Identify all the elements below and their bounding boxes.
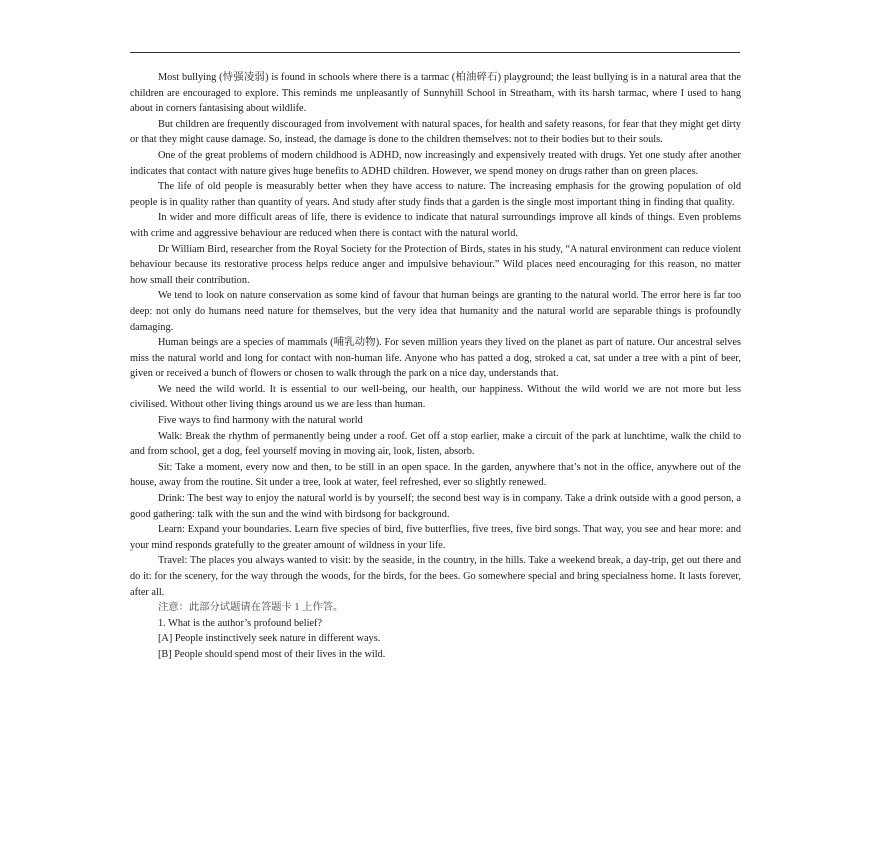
paragraph-4: The life of old people is measurably better when they have access to nature. The increasing emphasis for the growing population of old people is in quality rather than quantity of years. And study after study finds that a garden is the single most important thing in finding that quality.	[130, 181, 741, 208]
option-a: [A] People instinctively seek nature in different ways.	[158, 633, 381, 645]
paragraph-walk: Walk: Break the rhythm of permanently being under a roof. Get off a stop earlier, make a circuit of the park at lunchtime, walk the child to and from school, get a dog, feel yourself moving in moving air, look, listen, absorb.	[130, 430, 741, 458]
paragraph-travel: Travel: The places you always wanted to visit: by the seaside, in the country, in the hills. Take a weekend break, a day-trip, get out there and do it: for the scenery, for the way through the woods, for the birds, for the bees. Go somewhere special and bring specialness home. It lasts forever, after all.	[130, 555, 741, 598]
paragraph-9: We need the wild world. It is essential to our well-being, our health, our happiness. Without the wild world we are not more but less civilised. Without other living things around us we are less than human.	[130, 383, 741, 411]
header-rule	[130, 52, 740, 53]
paragraph-3: One of the great problems of modern childhood is ADHD, now increasingly and expensively treated with drugs. Yet one study after another indicates that contact with nature gives huge benefits to ADHD children. However, we spend money on drugs rather than on green places.	[130, 149, 741, 177]
paragraph-2: But children are frequently discouraged from involvement with natural spaces, for health and safety reasons, for fear that they might get dirty or that they might cause damage. So, instead, the damage is done to the children themselves: not to their bodies but to their souls.	[130, 118, 741, 146]
paragraph-sit: Sit: Take a moment, every now and then, to be still in an open space. In the garden, anywhere that’s not in the office, anywhere out of the house, away from the routine. Sit under a tree, look at water, feel refreshed, ever so slightly renewed.	[130, 461, 741, 489]
paragraph-7: We tend to look on nature conservation as some kind of favour that human beings are granting to the natural world. The error here is far too deep: not only do humans need nature for themselves, but the very idea that humanity and the natural world are separable things is profoundly damaging.	[130, 290, 741, 333]
answer-note: 注意：此部分试题请在答题卡 1 上作答。	[158, 602, 344, 614]
paragraph-8: Human beings are a species of mammals (哺乳动物). For seven million years they lived on the planet as part of nature. Our ancestral selves miss the natural world and long for contact with non-human life. Anyone who has patted a dog, stroked a cat, sat under a tree with a pint of beer, given or received a bunch of flowers or chosen to walk through the park on a nice day, understands that.	[130, 337, 741, 380]
paragraph-6: Dr William Bird, researcher from the Royal Society for the Protection of Birds, states in his study, “A natural environment can reduce violent behaviour because its restorative process helps reduce anger and impulsive behaviour.” Wild places need encouraging for this reason, no matter how small their contribution.	[130, 243, 741, 286]
paragraph-drink: Drink: The best way to enjoy the natural world is by yourself; the second best way is in company. Take a drink outside with a good person, a good gathering: talk with the sun and the wind with birdsong for background.	[130, 493, 741, 520]
option-b: [B] People should spend most of their lives in the wild.	[158, 648, 386, 660]
question-1: 1. What is the author’s profound belief?	[158, 617, 323, 629]
section-heading: Five ways to find harmony with the natural world	[158, 415, 363, 427]
paragraph-learn: Learn: Expand your boundaries. Learn five species of bird, five butterflies, five trees, five bird songs. That way, you see and hear more: and your mind responds gratefully to the greater amount of wildness in your life.	[130, 524, 741, 551]
passage	[130, 70, 741, 663]
paragraph-1: Most bullying (恃强凌弱) is found in schools where there is a tarmac (柏油碎石) playground; the least bullying is in a natural area that the children are encouraged to explore. This reminds me unpleasantly of Sunnyhill School in Streatham, with its harsh tarmac, where I used to hang about in corners fantasising about wildlife.	[130, 72, 741, 115]
paragraph-5: In wider and more difficult areas of life, there is evidence to indicate that natural surroundings improve all kinds of things. Even problems with crime and aggressive behaviour are reduced when there is contact with the natural world.	[130, 212, 741, 239]
